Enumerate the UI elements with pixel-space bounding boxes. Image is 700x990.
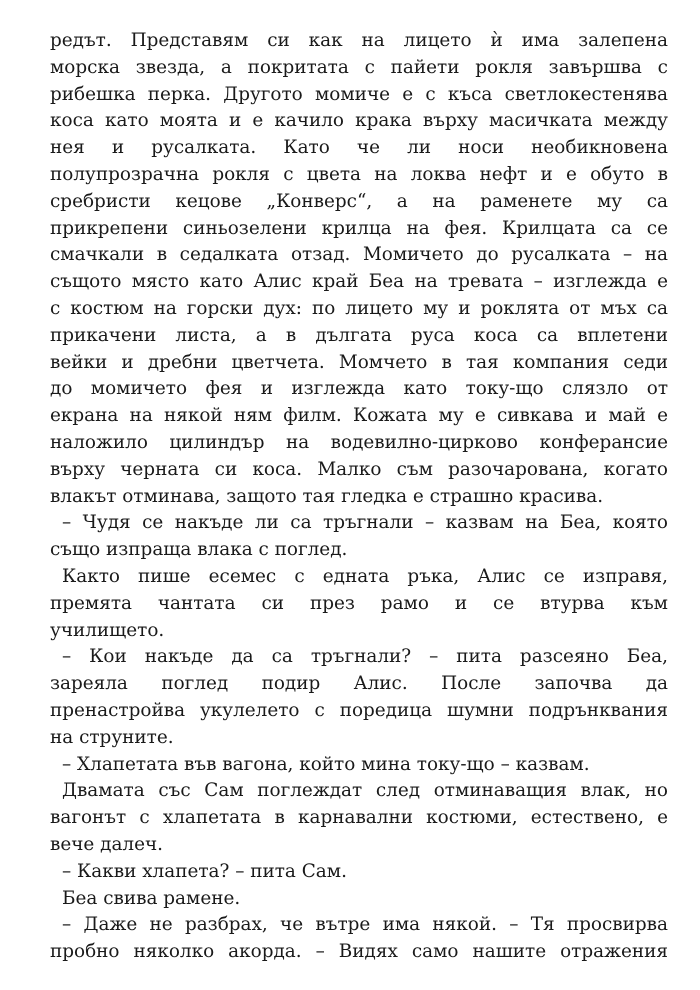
text-line: морска звезда, а покритата с пайети рокля завършва с [50, 56, 668, 78]
text-line: до момичето фея и изглежда като току-що слязло от [50, 378, 668, 400]
text-line: нея и русалката. Като че ли носи необикновена [50, 137, 668, 159]
text-line: полупрозрачна рокля с цвета на локва нефт и е обуто в [50, 163, 668, 185]
text-line: вече далеч. [50, 833, 163, 855]
text-line: с костюм на горски дух: по лицето му и роклята от мъх са [50, 297, 668, 319]
text-line: премята чантата си през рамо и се втурва към [50, 592, 668, 614]
text-line: прикрепени синьозелени крилца на фея. Крилцата са се [50, 217, 668, 239]
text-line: прикачени листа, а в дългата руса коса са вплетени [50, 324, 668, 346]
text-line: рибешка перка. Другото момиче е с къса светлокестенява [50, 83, 668, 105]
text-line: пренастройва укулелето с поредица шумни подрънквания [50, 699, 668, 721]
text-line: – Кои накъде да са тръгнали? – пита разсеяно Беа, [62, 646, 668, 668]
text-line: Двамата със Сам поглеждат след отминаващия влак, но [62, 780, 668, 802]
text-line: на струните. [50, 726, 174, 748]
text-line: – Хлапетата във вагона, който мина току-що – казвам. [62, 753, 590, 775]
text-line: редът. Представям си как на лицето ѝ има залепена [50, 30, 668, 51]
text-line: наложило цилиндър на водевилно-цирково конферансие [50, 431, 668, 453]
text-line: Както пише есемес с едната ръка, Алис се изправя, [62, 565, 668, 587]
text-line: Беа свива рамене. [62, 887, 241, 909]
text-line: вагонът с хлапетата в карнавални костюми, естествено, е [50, 807, 668, 829]
text-line: екрана на някой ням филм. Кожата му е сивкава и май е [50, 405, 668, 427]
text-line: същото място като Алис край Беа на тревата – изглежда е [50, 271, 668, 293]
text-line: – Чудя се накъде ли са тръгнали – казвам на Беа, която [62, 512, 668, 534]
text-line: вейки и дребни цветчета. Момчето в тая компания седи [50, 351, 668, 373]
text-line: сребристи кецове „Конверс“, а на раменете му са [50, 190, 668, 212]
page-text-body [50, 28, 668, 966]
text-line: – Какви хлапета? – пита Сам. [62, 860, 347, 882]
text-line: училището. [50, 619, 165, 641]
text-line: също изпраща влака с поглед. [50, 539, 348, 561]
text-line: коса като моята и е качило крака върху масичката между [50, 110, 668, 132]
text-line: – Даже не разбрах, че вътре има някой. – Тя просвирва [62, 914, 668, 936]
text-line: смачкали в седалката отзад. Момичето до русалката – на [50, 244, 668, 266]
text-line: пробно няколко акорда. – Видях само нашите отражения [50, 941, 668, 963]
text-line: зареяла поглед подир Алис. После започва да [50, 673, 668, 695]
text-line: върху черната си коса. Малко съм разочарована, когато [50, 458, 668, 480]
text-line: влакът отминава, защото тая гледка е страшно красива. [50, 485, 604, 507]
